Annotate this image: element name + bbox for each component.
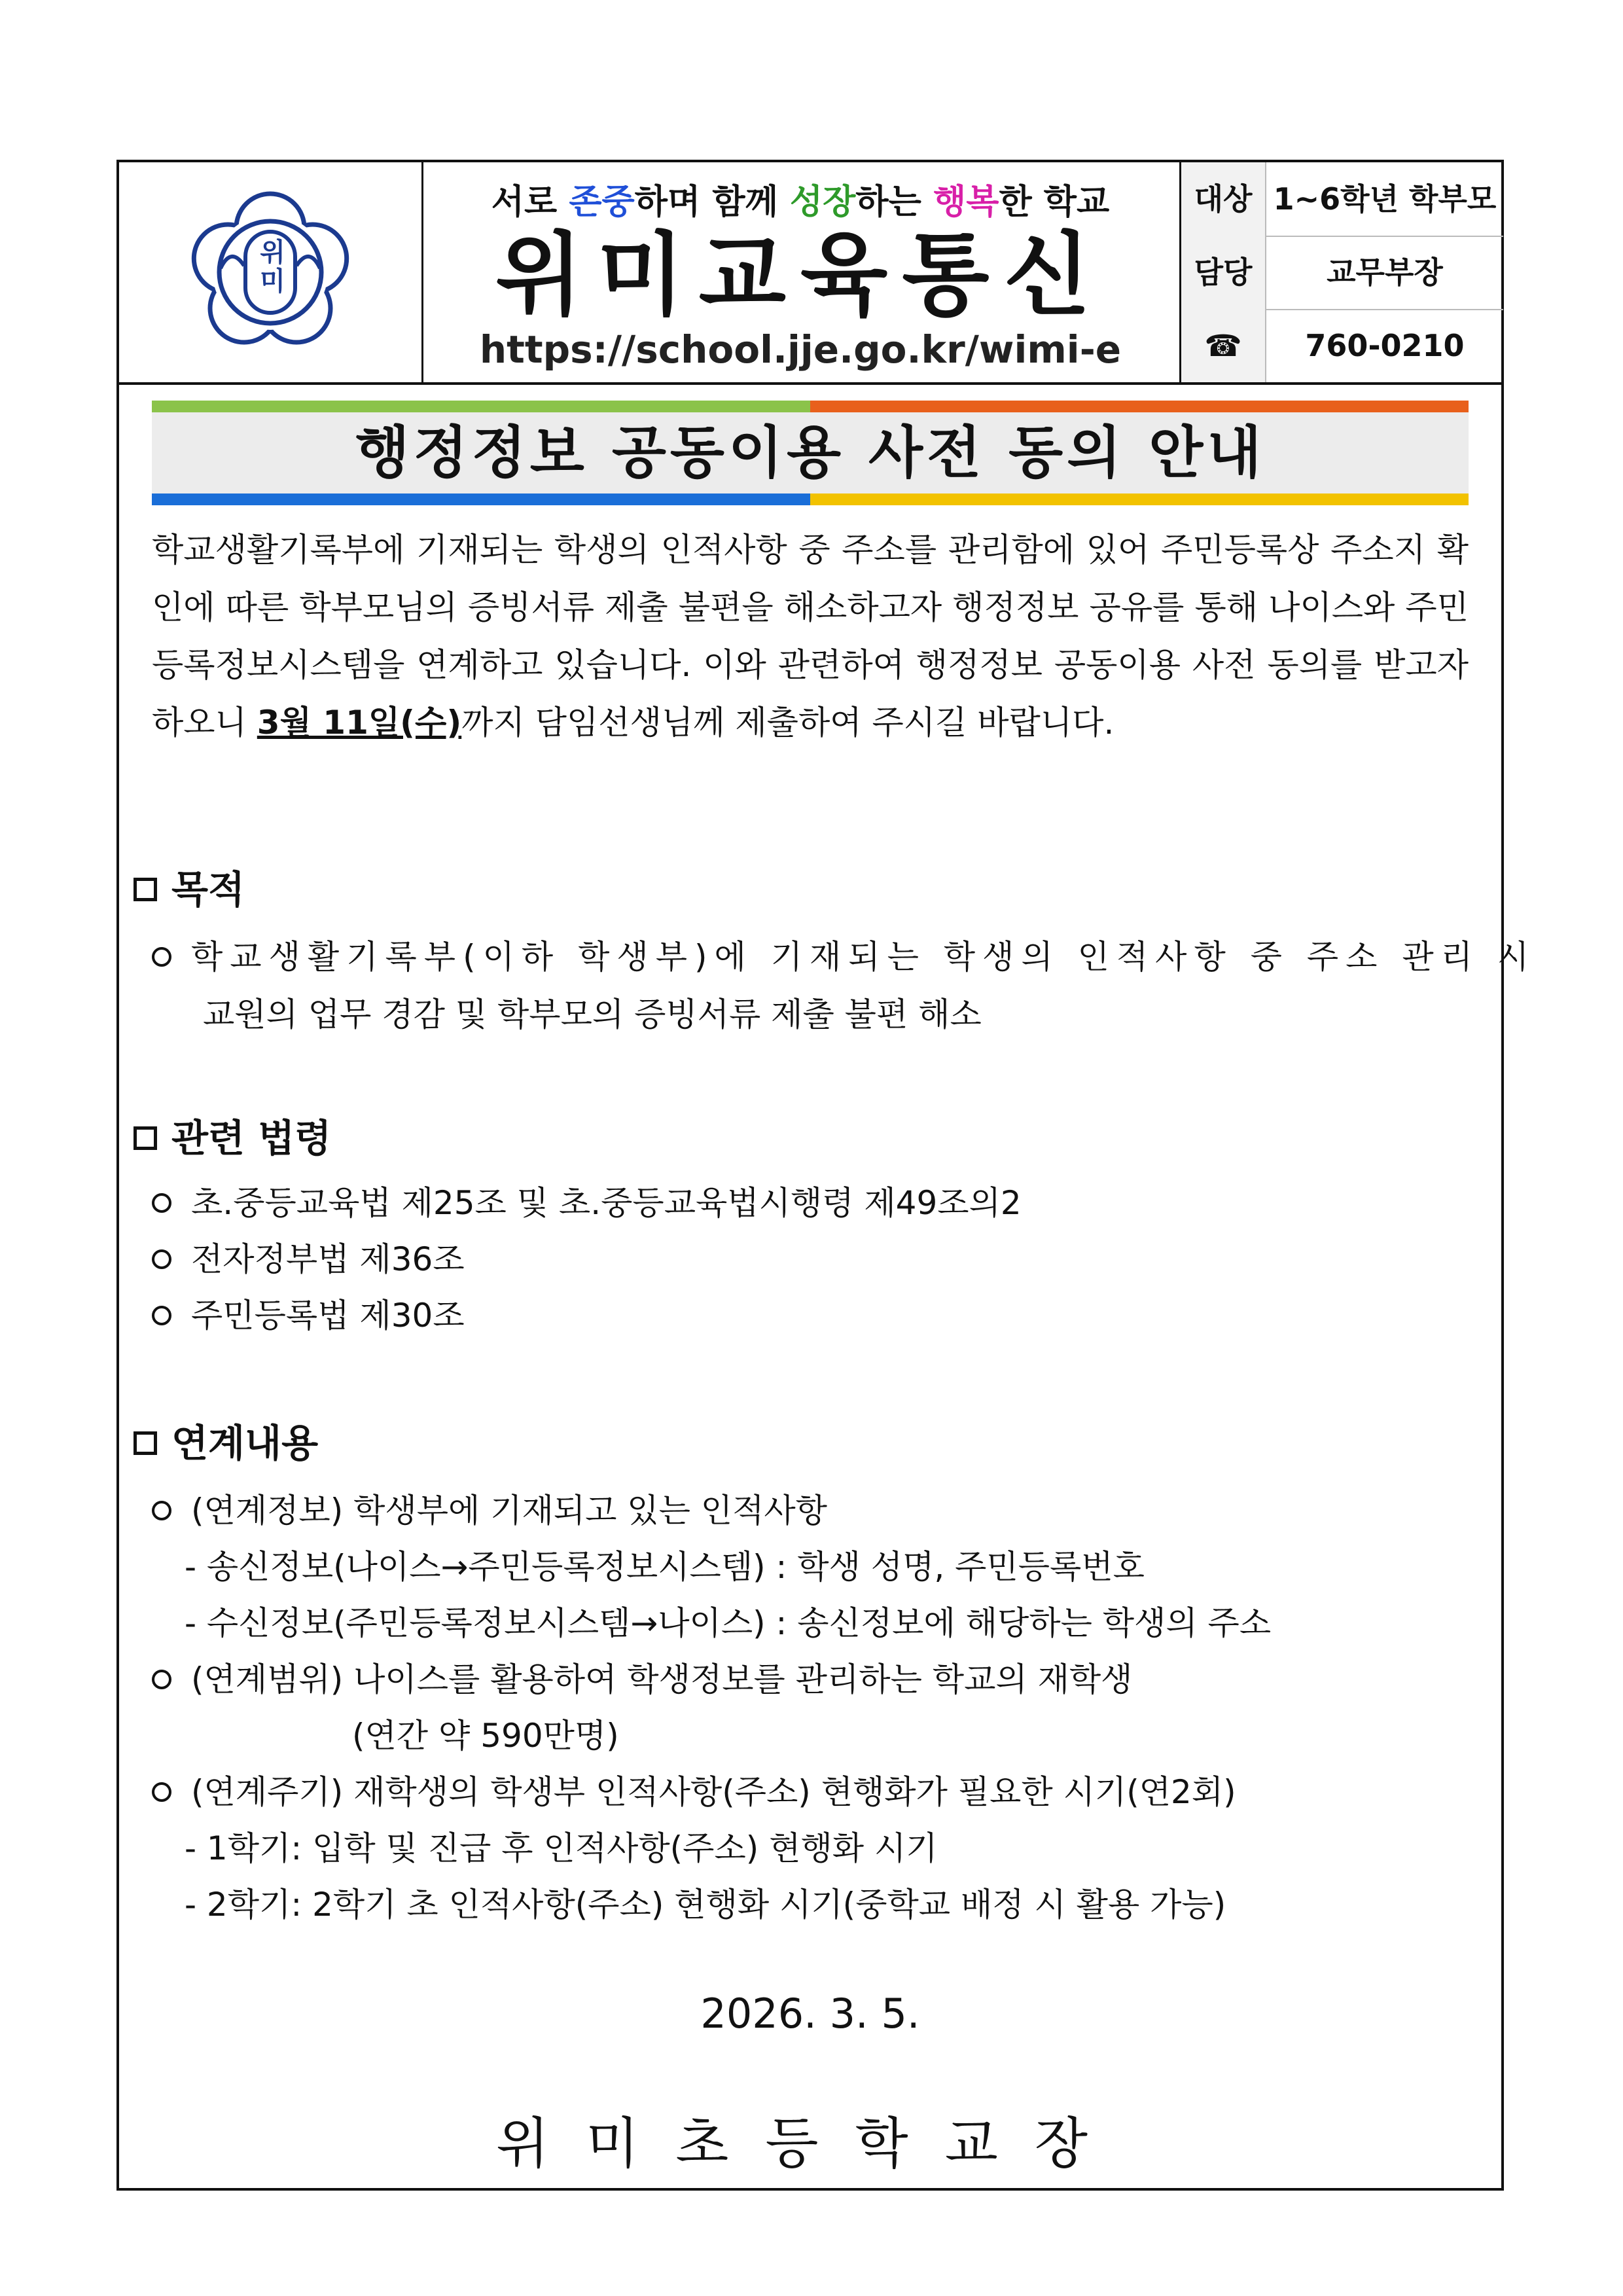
linkage-sub-item: - 2학기: 2학기 초 인적사항(주소) 현행화 시기(중학교 배정 시 활용 가능) [185, 1886, 1226, 1924]
purpose-line-cont: 교원의 업무 경감 및 학부모의 증빙서류 제출 불편 해소 [203, 996, 982, 1033]
slogan-happiness: 행복 [933, 183, 999, 222]
intro-text: 까지 담임선생님께 제출하여 주시길 바랍니다. [461, 704, 1115, 742]
purpose-line [152, 937, 1536, 977]
slogan-part: 서로 [491, 183, 569, 222]
intro-paragraph [152, 521, 1469, 751]
info-value: 1~6학년 학부모 [1273, 181, 1497, 217]
emblem-text: 위미 [255, 238, 285, 296]
purpose-text: 학교생활기록부(이하 학생부)에 기재되는 학생의 인적사항 중 주소 관리 시 [191, 938, 1537, 976]
info-value: 교무부장 [1327, 255, 1443, 290]
school-url[interactable]: https://school.jje.go.kr/wimi-e [479, 327, 1122, 372]
law-text: 전자정부법 제36조 [191, 1240, 465, 1278]
info-row-target [1181, 162, 1503, 237]
banner-title: 행정정보 공동이용 사전 동의 안내 [355, 420, 1266, 486]
slogan-part: 하는 [855, 183, 933, 222]
linkage-item [152, 1491, 827, 1530]
slogan-part: 하며 함께 [634, 183, 790, 222]
issue-date: 2026. 3. 5. [700, 1990, 920, 2037]
section-heading-text: 목적 [171, 867, 245, 912]
section-heading-text: 연계내용 [171, 1421, 319, 1465]
slogan-respect: 존중 [569, 183, 635, 222]
law-text: 초.중등교육법 제25조 및 초.중등교육법시행령 제49조의2 [191, 1184, 1022, 1222]
banner-bar-orange [810, 401, 1469, 412]
banner-bar-blue [152, 493, 810, 505]
law-text: 주민등록법 제30조 [191, 1297, 465, 1335]
principal-signature: 위미초등학교장 [495, 2111, 1124, 2176]
info-key: 담당 [1181, 236, 1266, 309]
law-item [152, 1296, 465, 1335]
circle-bullet-icon [152, 1501, 171, 1520]
circle-bullet-icon [152, 1193, 171, 1213]
law-item [152, 1183, 1022, 1223]
linkage-note: (연간 약 590만명) [352, 1717, 619, 1755]
law-item [152, 1240, 465, 1279]
info-table [1179, 162, 1503, 382]
phone-icon: ☎ [1181, 309, 1266, 382]
section-heading-law [134, 1107, 331, 1162]
deadline-highlight: 3월 11일(수) [257, 704, 462, 742]
newsletter-frame [116, 160, 1537, 2191]
circle-bullet-icon [152, 947, 171, 967]
linkage-text: (연계범위) 나이스를 활용하여 학생정보를 관리하는 학교의 재학생 [191, 1660, 1133, 1698]
info-key: 대상 [1181, 162, 1266, 236]
circle-bullet-icon [152, 1249, 171, 1269]
newsletter-title: 위미교육통신 [495, 223, 1105, 328]
section-heading-text: 관련 법령 [171, 1116, 332, 1160]
checkbox-icon [134, 1431, 157, 1455]
title-cell [421, 162, 1179, 382]
info-value: 760-0210 [1305, 328, 1465, 363]
linkage-text: (연계주기) 재학생의 학생부 인적사항(주소) 현행화가 필요한 시기(연2회) [191, 1773, 1236, 1811]
header [119, 162, 1501, 385]
section-heading-purpose [134, 859, 245, 914]
circle-bullet-icon [152, 1670, 171, 1689]
slogan-growth: 성장 [789, 183, 856, 222]
circle-bullet-icon [152, 1782, 171, 1802]
linkage-sub-item: - 1학기: 입학 및 진급 후 인적사항(주소) 현행화 시기 [185, 1829, 938, 1867]
checkbox-icon [134, 878, 157, 901]
info-row-phone [1181, 309, 1503, 382]
banner-bar-green [152, 401, 810, 412]
section-heading-linkage [134, 1412, 318, 1467]
linkage-sub-item: - 송신정보(나이스→주민등록정보시스템) : 학생 성명, 주민등록번호 [185, 1548, 1145, 1586]
slogan [421, 174, 1179, 223]
title-banner [152, 401, 1469, 505]
school-emblem [119, 162, 421, 382]
banner-bar-yellow [810, 493, 1469, 505]
circle-bullet-icon [152, 1306, 171, 1325]
info-row-manager [1181, 236, 1503, 310]
linkage-text: (연계정보) 학생부에 기재되고 있는 인적사항 [191, 1492, 827, 1530]
slogan-part: 한 학교 [999, 183, 1110, 222]
logo-cell [119, 162, 423, 382]
linkage-sub-item: - 수신정보(주민등록정보시스템→나이스) : 송신정보에 해당하는 학생의 주소 [185, 1604, 1272, 1642]
linkage-item [152, 1660, 1132, 1699]
intro-text: 학교생활기록부에 기재되는 학생의 인적사항 중 주소를 관리함에 있어 주민등록상 주소지 확인에 따른 학부모님의 증빙서류 제출 불편을 해소하고자 행정정보 공유를 통해 나이스와 주민등록정보시스템을 연계하고 있습니다. 이와 관련하여 행정정보 공동이용 사전 동의를 받고자 하오니 [152, 531, 1469, 742]
checkbox-icon [134, 1126, 157, 1150]
linkage-item [152, 1772, 1236, 1812]
